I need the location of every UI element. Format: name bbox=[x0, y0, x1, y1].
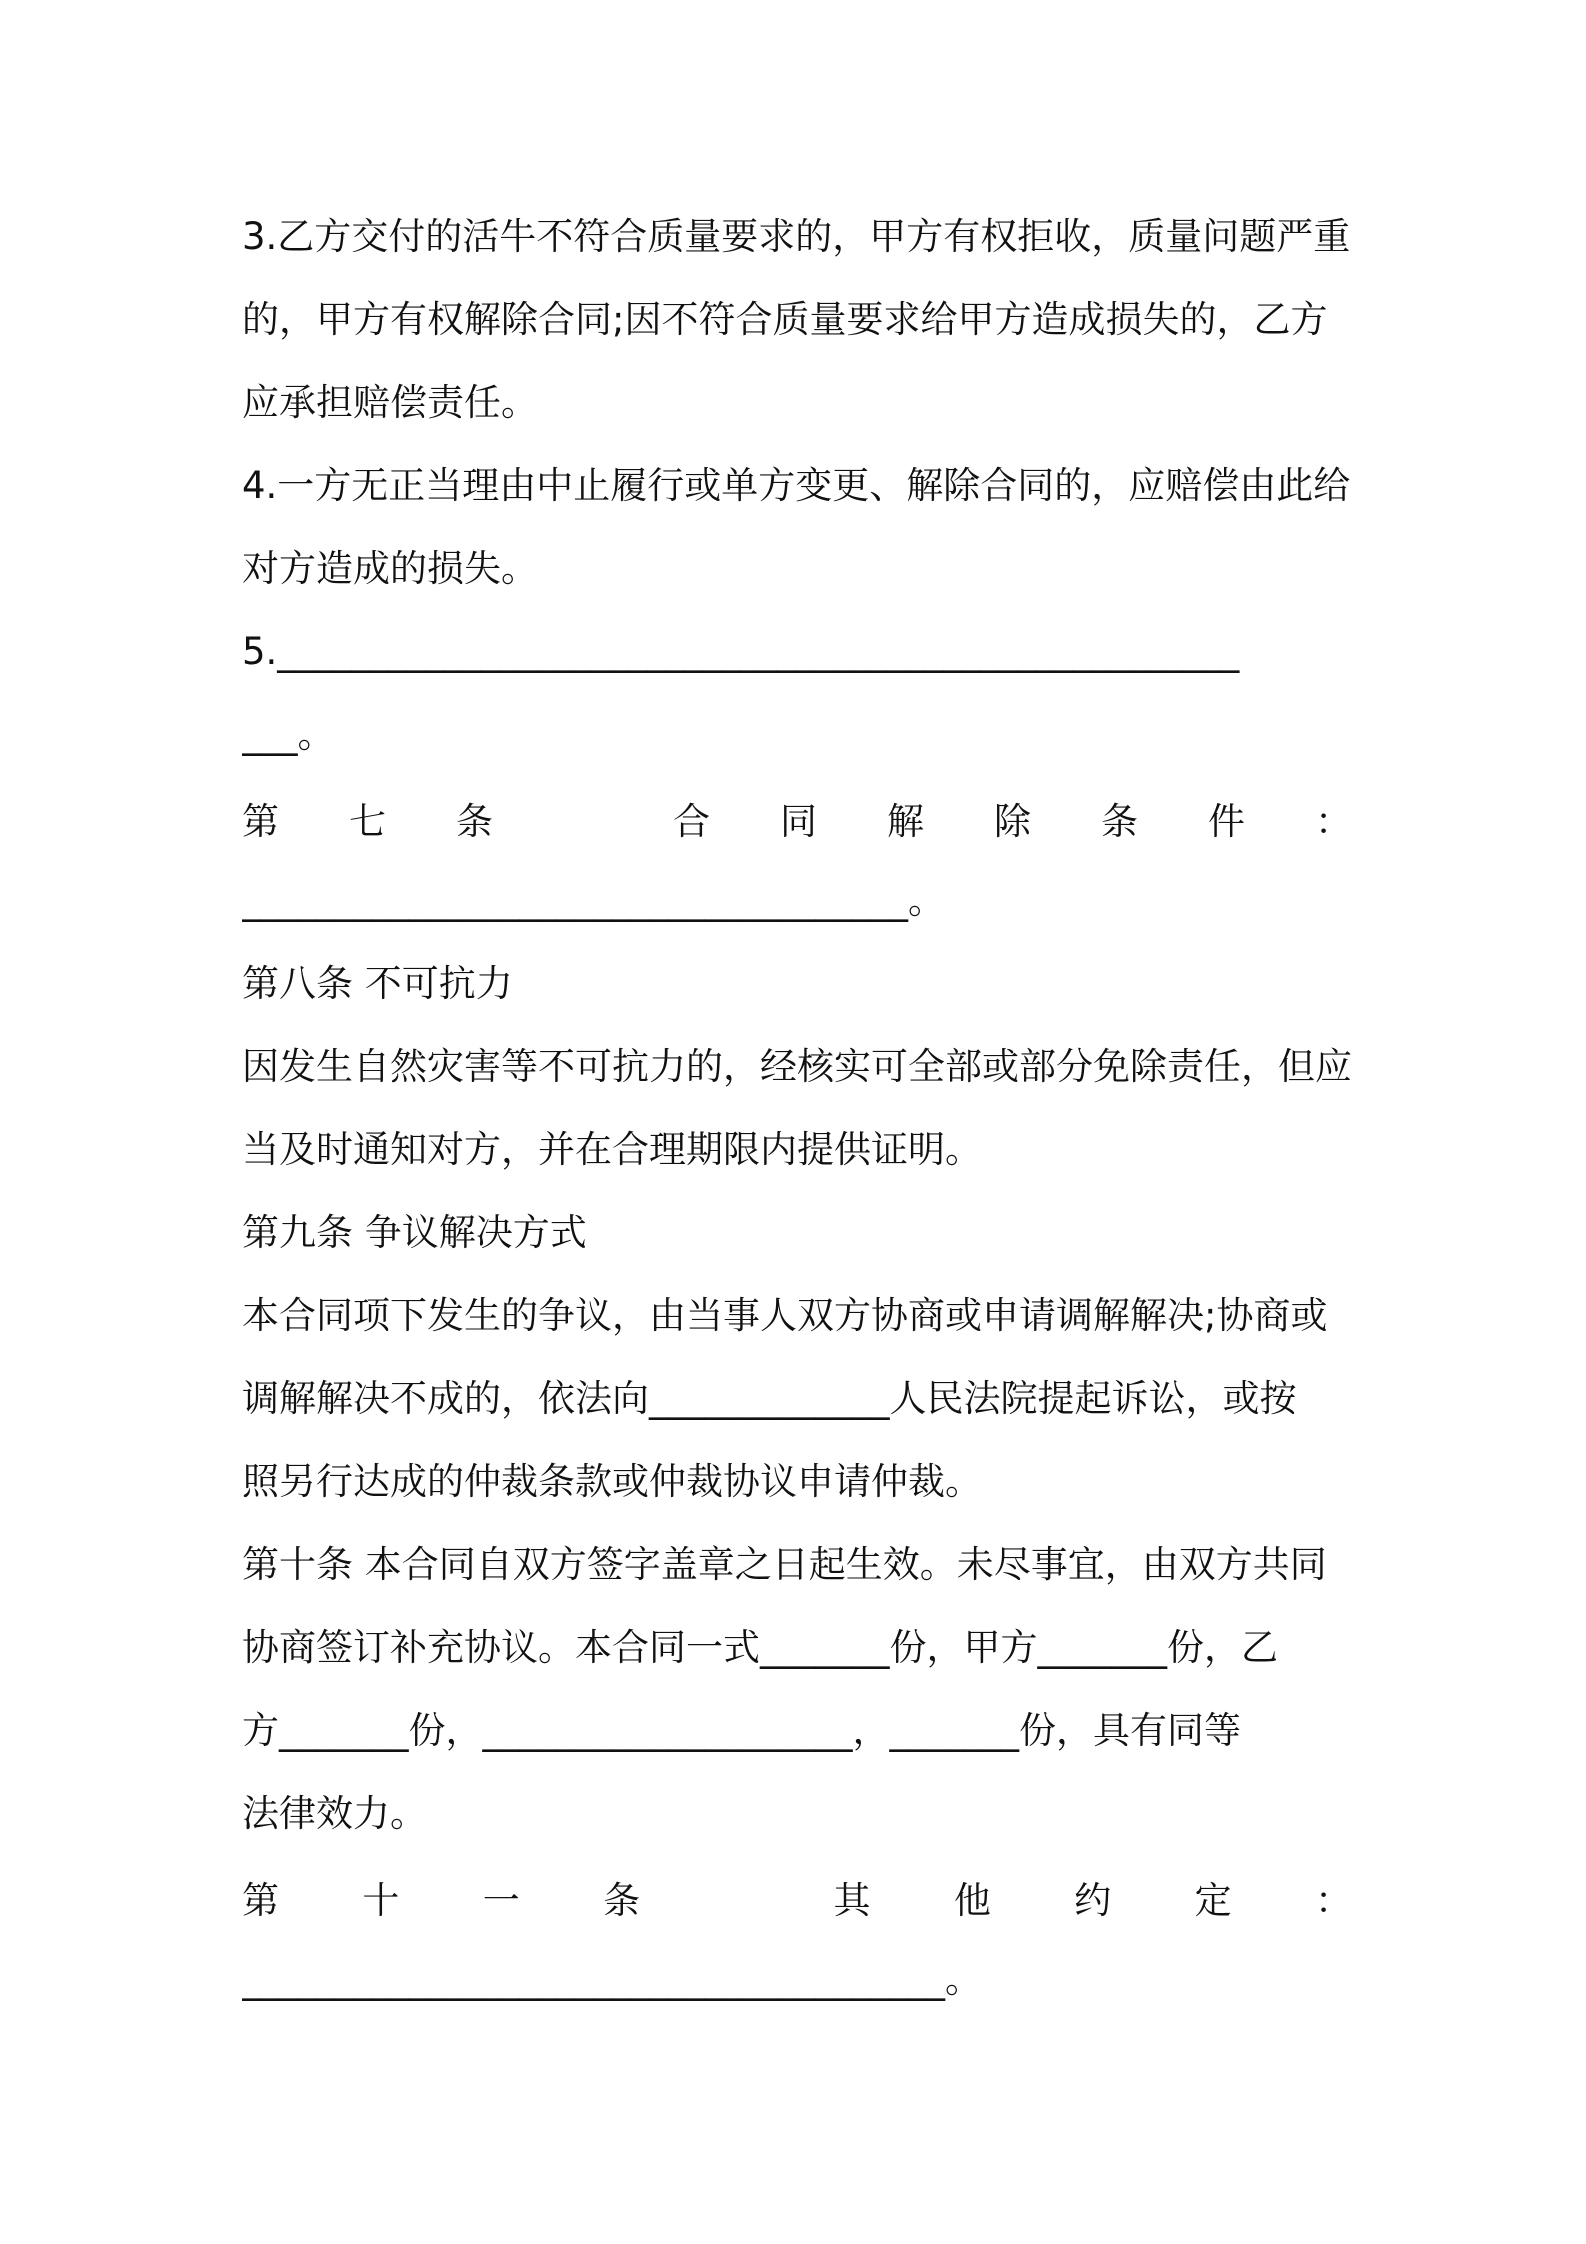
heading-char: 他 bbox=[953, 1878, 991, 1922]
clause-line: 当及时通知对方，并在合理期限内提供证明。 bbox=[242, 1128, 982, 1171]
clause-line: 对方造成的损失。 bbox=[242, 547, 538, 590]
clause-line: 调解解决不成的，依法向_____________人民法院提起诉讼，或按 bbox=[242, 1377, 1297, 1420]
heading-char: ： bbox=[1315, 799, 1352, 843]
article-8-title: 第八条 不可抗力 bbox=[242, 962, 513, 1005]
heading-char: 第 bbox=[242, 799, 279, 843]
heading-char: 一 bbox=[482, 1878, 520, 1922]
heading-char: 条 bbox=[1101, 799, 1138, 843]
clause-line: ___。 bbox=[242, 713, 335, 756]
heading-char: 十 bbox=[362, 1878, 400, 1922]
clause-line: 的，甲方有权解除合同;因不符合质量要求给甲方造成损失的，乙方 bbox=[242, 298, 1328, 341]
heading-char: 七 bbox=[349, 799, 386, 843]
heading-char: 解 bbox=[887, 799, 924, 843]
heading-char: 第 bbox=[242, 1878, 279, 1922]
clause-line: 5.____________________________________________________ bbox=[242, 630, 1240, 673]
article-10-line: 第十条 本合同自双方签字盖章之日起生效。未尽事宜，由双方共同 bbox=[242, 1543, 1327, 1586]
clause-line: 3.乙方交付的活牛不符合质量要求的，甲方有权拒收，质量问题严重 bbox=[242, 215, 1351, 258]
article-11-heading bbox=[242, 1855, 1352, 1938]
clause-line: 4.一方无正当理由中止履行或单方变更、解除合同的，应赔偿由此给 bbox=[242, 464, 1351, 507]
heading-char: 其 bbox=[833, 1878, 871, 1922]
article-9-title: 第九条 争议解决方式 bbox=[242, 1211, 587, 1254]
heading-char: 条 bbox=[603, 1878, 641, 1922]
heading-char: 除 bbox=[994, 799, 1031, 843]
clause-line: 法律效力。 bbox=[242, 1792, 427, 1835]
contract-body bbox=[242, 195, 1352, 2021]
clause-line: 方_______份，____________________，_______份，具有同等 bbox=[242, 1709, 1241, 1752]
heading-char: 条 bbox=[456, 799, 493, 843]
clause-line: 照另行达成的仲裁条款或仲裁协议申请仲裁。 bbox=[242, 1460, 982, 1503]
article-7-heading bbox=[242, 776, 1352, 859]
article-7-blank: ____________________________________。 bbox=[242, 879, 945, 922]
heading-char: ： bbox=[1315, 1878, 1352, 1922]
heading-char: 定 bbox=[1194, 1878, 1232, 1922]
clause-line: 协商签订补充协议。本合同一式_______份，甲方_______份，乙 bbox=[242, 1626, 1278, 1669]
heading-char: 合 bbox=[673, 799, 710, 843]
article-11-blank: ______________________________________。 bbox=[242, 1958, 982, 2001]
clause-line: 本合同项下发生的争议，由当事人双方协商或申请调解解决;协商或 bbox=[242, 1294, 1328, 1337]
heading-char: 约 bbox=[1074, 1878, 1112, 1922]
heading-char: 件 bbox=[1208, 799, 1245, 843]
heading-char: 同 bbox=[780, 799, 817, 843]
clause-line: 因发生自然灾害等不可抗力的，经核实可全部或部分免除责任，但应 bbox=[242, 1045, 1352, 1088]
clause-line: 应承担赔偿责任。 bbox=[242, 381, 538, 424]
